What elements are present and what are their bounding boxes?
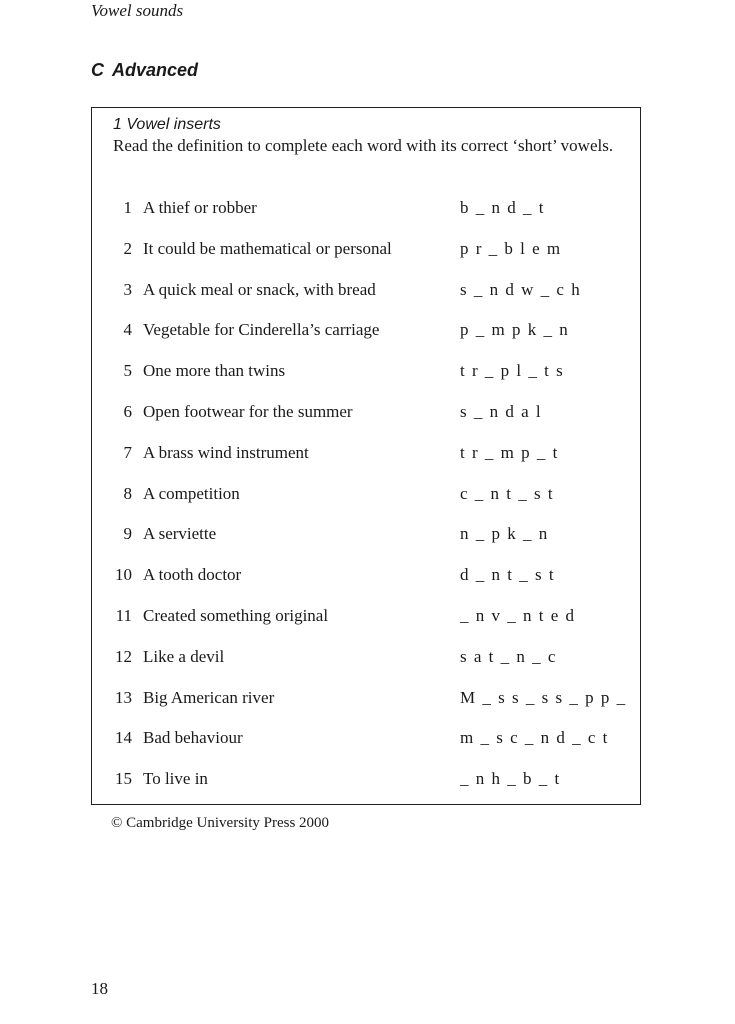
item-word-blanks: p r _ b l e m bbox=[460, 238, 562, 258]
item-word-blanks: s a t _ n _ c bbox=[460, 646, 557, 666]
item-word-blanks: p _ m p k _ n bbox=[460, 320, 570, 340]
item-number: 14 bbox=[115, 728, 132, 748]
item-word-blanks: n _ p k _ n bbox=[460, 524, 549, 544]
item-word-blanks: m _ s c _ n d _ c t bbox=[460, 728, 609, 748]
item-definition: Bad behaviour bbox=[143, 728, 243, 748]
item-word-blanks: _ n v _ n t e d bbox=[460, 606, 576, 625]
item-number: 8 bbox=[123, 483, 132, 503]
exercise-item bbox=[92, 400, 640, 424]
item-definition: It could be mathematical or personal bbox=[143, 238, 392, 258]
item-definition: Open footwear for the summer bbox=[143, 402, 353, 421]
item-definition: Created something original bbox=[143, 606, 329, 625]
item-number: 12 bbox=[115, 646, 132, 666]
running-head: Vowel sounds bbox=[91, 1, 184, 20]
item-word-blanks: d _ n t _ s t bbox=[460, 565, 556, 585]
item-number: 1 bbox=[123, 198, 132, 217]
exercise-box bbox=[91, 107, 641, 805]
item-number: 7 bbox=[123, 442, 132, 462]
exercise-item bbox=[92, 645, 640, 669]
exercise-item bbox=[92, 359, 640, 383]
item-definition: To live in bbox=[143, 769, 208, 789]
item-definition: Like a devil bbox=[143, 646, 225, 666]
item-word-blanks: b _ n d _ t bbox=[460, 198, 545, 217]
section-title bbox=[91, 60, 198, 81]
item-number: 5 bbox=[123, 361, 132, 381]
item-word-blanks: M _ s s _ s s _ p p _ bbox=[460, 687, 627, 707]
exercise-item bbox=[92, 482, 640, 506]
item-definition: A quick meal or snack, with bread bbox=[143, 279, 376, 299]
item-definition: A tooth doctor bbox=[143, 565, 242, 585]
exercise-title: 1 Vowel inserts bbox=[113, 116, 221, 133]
exercise-item bbox=[92, 563, 640, 587]
item-definition: A thief or robber bbox=[143, 198, 257, 217]
exercise-item bbox=[92, 604, 640, 628]
exercise-item bbox=[92, 318, 640, 342]
item-definition: A serviette bbox=[143, 524, 217, 544]
item-word-blanks: t r _ p l _ t s bbox=[460, 361, 565, 381]
section-title-text: Advanced bbox=[112, 60, 199, 80]
page-number: 18 bbox=[91, 979, 108, 998]
item-definition: Vegetable for Cinderella’s carriage bbox=[143, 320, 380, 340]
item-definition: One more than twins bbox=[143, 361, 286, 381]
exercise-item bbox=[92, 278, 640, 302]
item-word-blanks: s _ n d a l bbox=[460, 402, 543, 421]
exercise-item bbox=[92, 686, 640, 710]
item-word-blanks: c _ n t _ s t bbox=[460, 483, 555, 503]
item-number: 4 bbox=[123, 320, 132, 340]
copyright-notice: © Cambridge University Press 2000 bbox=[111, 815, 330, 831]
exercise-item bbox=[92, 522, 640, 546]
exercise-instruction: Read the definition to complete each word with its correct ‘short’ vowels. bbox=[113, 136, 614, 155]
item-word-blanks: s _ n d w _ c h bbox=[460, 279, 582, 299]
item-number: 2 bbox=[123, 238, 132, 258]
item-word-blanks: t r _ m p _ t bbox=[460, 442, 559, 462]
exercise-item bbox=[92, 237, 640, 261]
item-definition: A competition bbox=[143, 483, 240, 503]
exercise-item bbox=[92, 726, 640, 750]
item-definition: A brass wind instrument bbox=[143, 442, 309, 462]
exercise-item bbox=[92, 441, 640, 465]
item-number: 11 bbox=[115, 606, 132, 625]
item-number: 10 bbox=[115, 565, 132, 585]
item-definition: Big American river bbox=[143, 687, 275, 707]
exercise-item bbox=[92, 196, 640, 220]
item-number: 13 bbox=[115, 687, 132, 707]
item-number: 9 bbox=[123, 524, 132, 544]
item-number: 6 bbox=[123, 402, 132, 421]
item-word-blanks: _ n h _ b _ t bbox=[460, 769, 561, 789]
exercise-item bbox=[92, 767, 640, 791]
section-letter: C bbox=[91, 60, 104, 80]
item-number: 15 bbox=[115, 769, 132, 789]
item-number: 3 bbox=[123, 279, 132, 299]
